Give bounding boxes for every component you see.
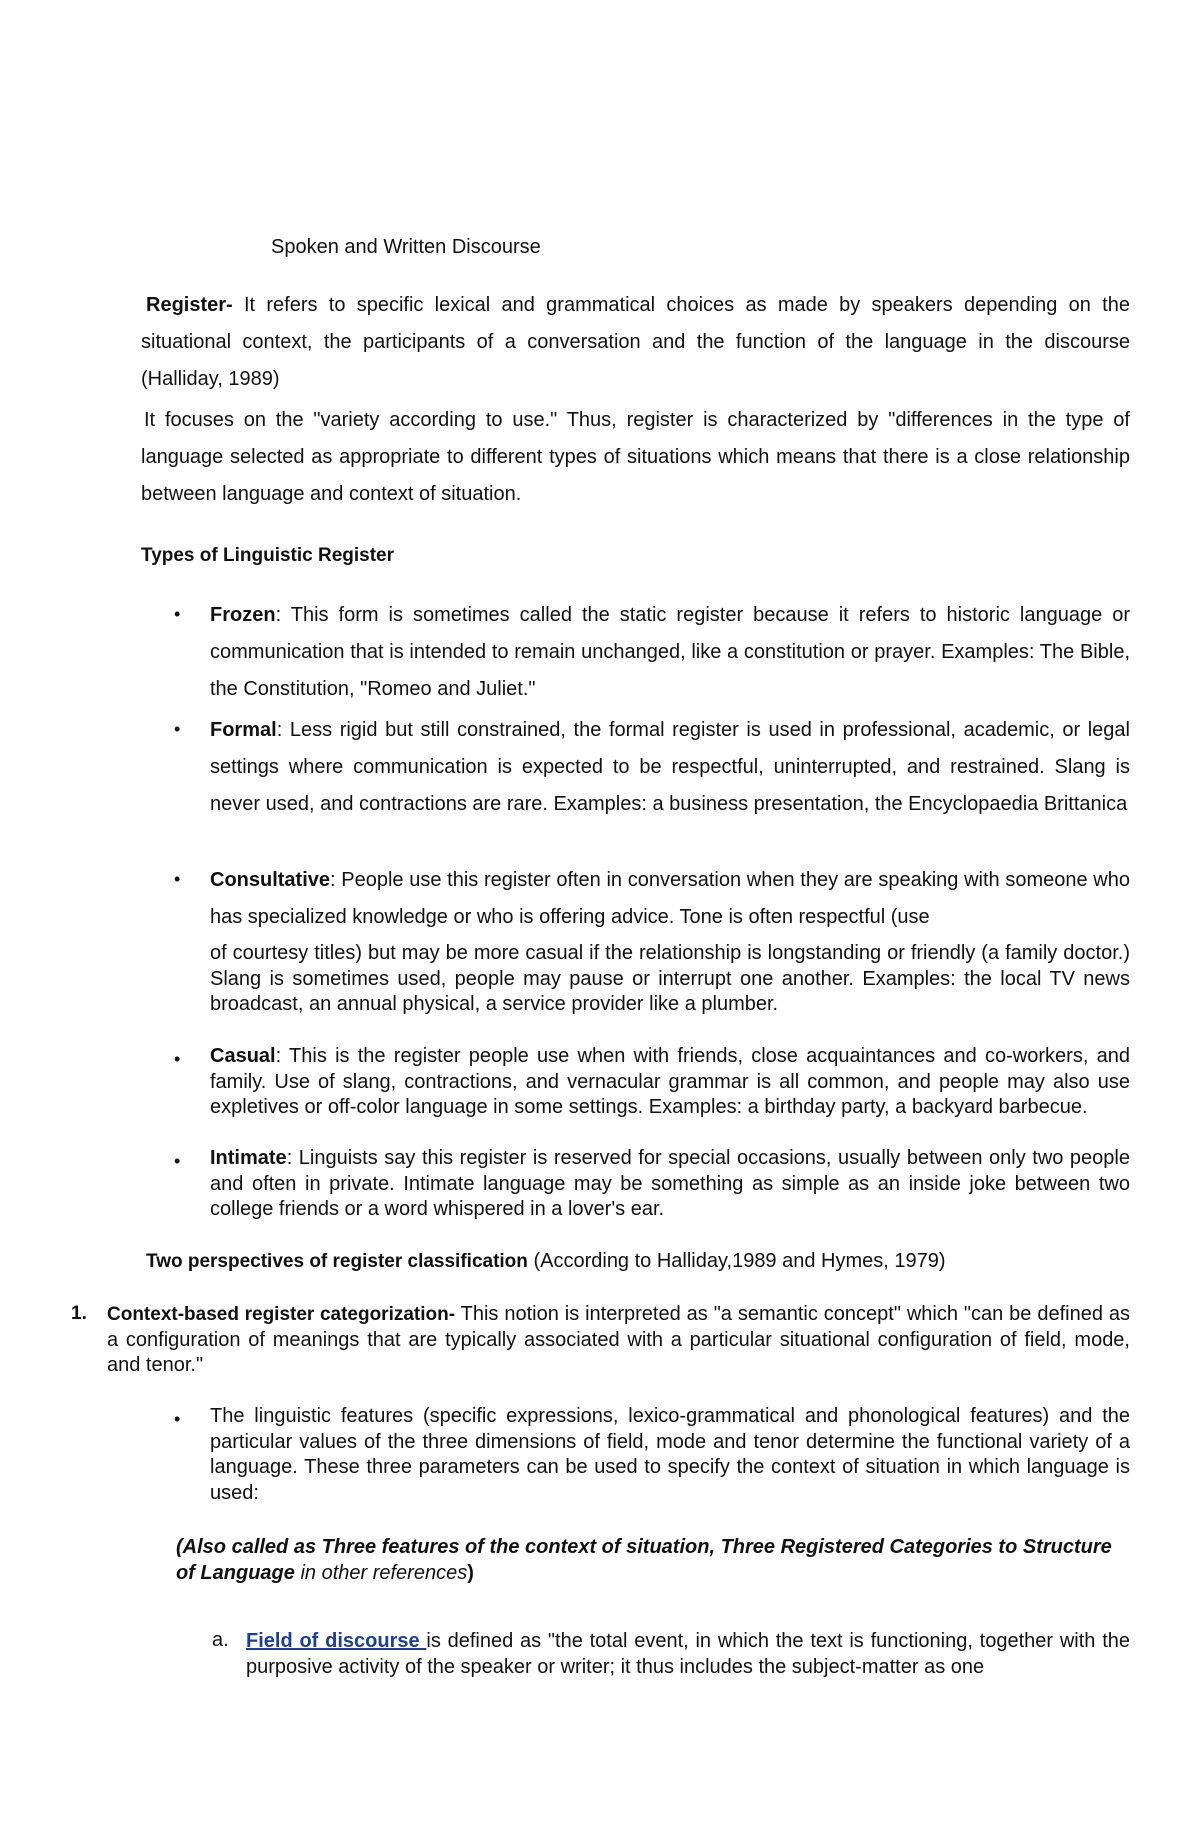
item-text: This notion is interpreted as "a semantic concept" which "can be defined as a configuration of meanings that are typically associated with a particular situational configuration of field, mode, and tenor." [107,1303,1130,1376]
context-based-item [107,1302,1130,1379]
type-formal [210,712,1130,823]
type-consultative-continued: of courtesy titles) but may be more casual if the relationship is longstanding or friendly (a family doctor.) Slang is sometimes used, people may pause or interrupt one another. Examples: the local TV news broadcast, an annual physical, a service provider like a plumber. [210,942,1130,1015]
perspectives-heading-line [146,1250,946,1273]
bullet-icon: • [174,604,181,624]
type-text: : This form is sometimes called the static register because it refers to historic language or communication that is intended to remain unchanged, like a constitution or prayer. Examples: The Bible, the Constitution, "Romeo and Juliet." [210,604,1130,700]
list-number: 1. [71,1303,87,1324]
type-text: : Linguists say this register is reserved for special occasions, usually between only two people and often in private. Intimate language may be something as simple as an inside joke between two college friends or a word whispered in a lover's ear. [210,1147,1130,1220]
field-of-discourse-item [246,1629,1130,1680]
type-text: : This is the register people use when with friends, close acquaintances and co-workers, and family. Use of slang, contractions, and vernacular grammar is all common, and people may also use expletives or off-color language in some settings. Examples: a birthday party, a backyard barbecue. [210,1045,1130,1118]
bullet-icon: • [174,1409,181,1429]
list-letter: a. [212,1629,229,1651]
register-paragraph [141,287,1130,398]
perspectives-heading: Two perspectives of register classification [146,1251,528,1272]
type-casual [210,1044,1130,1121]
type-text: : People use this register often in conversation when they are speaking with someone who has specialized knowledge or who is offering advice. Tone is often respectful (use [210,869,1130,928]
register-term: Register- [146,294,233,316]
type-consultative [210,862,1130,936]
register-definition: It refers to specific lexical and grammatical choices as made by speakers depending on the situational context, the participants of a conversation and the function of the language in the discourse (Halliday, 1989) [141,294,1130,390]
bullet-icon: • [174,869,181,889]
item-term: Context-based register categorization- [107,1304,456,1325]
type-term: Formal [210,719,277,741]
type-term: Intimate [210,1147,287,1169]
type-intimate [210,1146,1130,1223]
bullet-icon: • [174,1049,181,1069]
perspectives-source: (According to Halliday,1989 and Hymes, 1979) [527,1250,946,1272]
item-text: is defined as "the total event, in which the text is functioning, together with the purposive activity of the speaker or writer; it thus includes the subject-matter as one [246,1630,1130,1678]
also-called-bold: Also called as Three features of the context of situation, Three Registered Categories to Structure of Language [176,1536,1112,1584]
field-of-discourse-link[interactable]: Field of discourse [246,1630,427,1652]
also-called-open: ( [176,1536,183,1558]
type-term: Casual [210,1045,276,1067]
type-text: : Less rigid but still constrained, the formal register is used in professional, academic, or legal settings where communication is expected to be respectful, uninterrupted, and restrained. Slang is never used, and contractions are rare. Examples: a business presentation, the Encyclopaedia Brittanica [210,719,1130,815]
page-title: Spoken and Written Discourse [271,236,541,258]
linguistic-features-bullet: The linguistic features (specific expressions, lexico-grammatical and phonological features) and the particular values of the three dimensions of field, mode and tenor determine the functional variety of a language. These three parameters can be used to specify the context of situation in which language is used: [210,1405,1130,1504]
register-focus-text: It focuses on the "variety according to use." Thus, register is characterized by "differences in the type of language selected as appropriate to different types of situations which means that there is a close relationship between language and context of situation. [141,409,1130,505]
register-focus-paragraph [141,402,1130,513]
types-heading: Types of Linguistic Register [141,545,395,566]
type-frozen [210,597,1130,708]
type-term: Frozen [210,604,276,626]
bullet-icon: • [174,1151,181,1171]
bullet-icon: • [174,719,181,739]
also-called-close: ) [467,1561,474,1584]
also-called-italic: in other references [294,1561,468,1584]
also-called-note [176,1535,1130,1586]
type-term: Consultative [210,869,331,891]
